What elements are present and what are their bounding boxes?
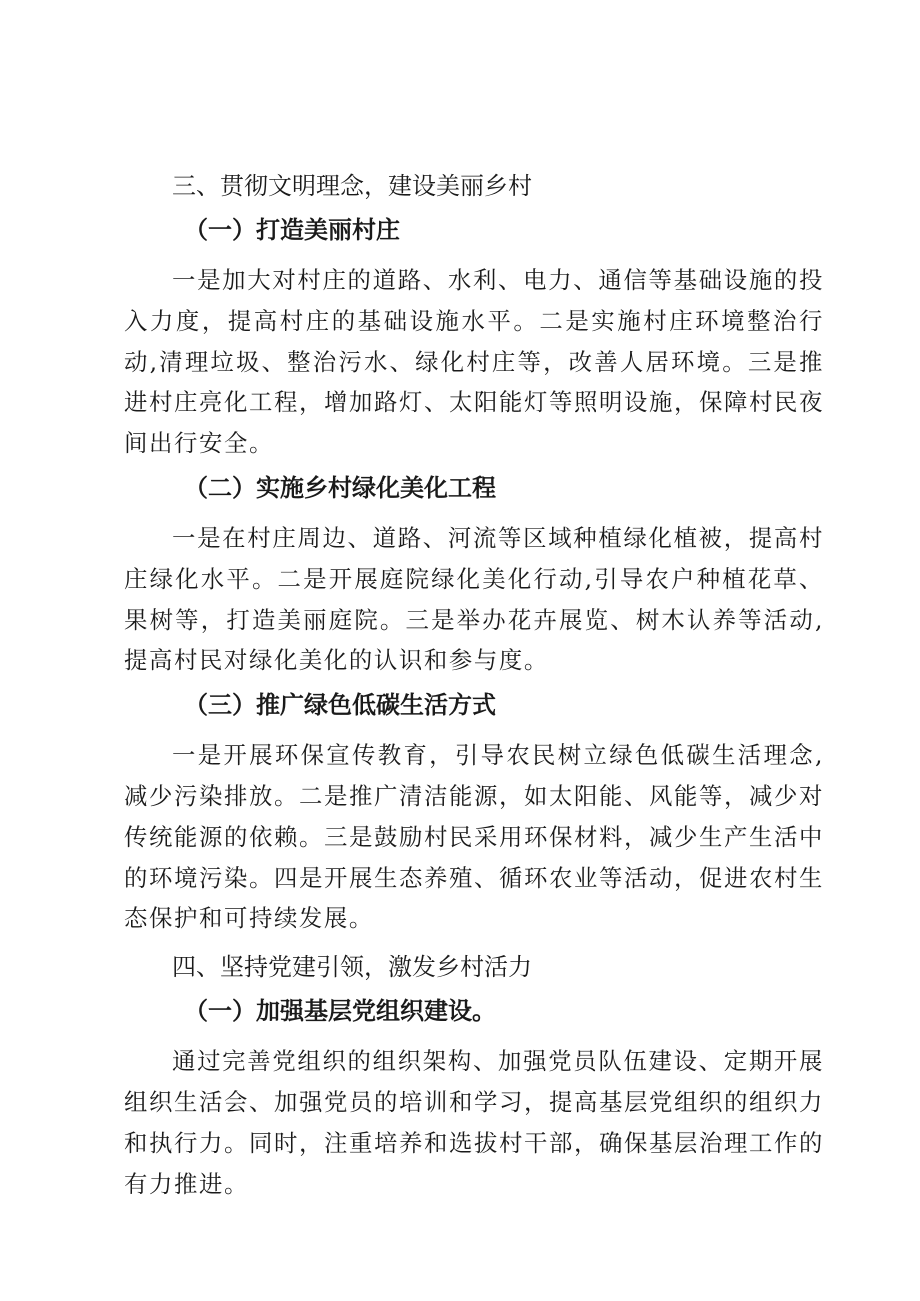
paragraph-3-1: 一是加大对村庄的道路、水利、电力、通信等基础设施的投入力度，提高村庄的基础设施水平。二是实施村庄环境整治行动,清理垃圾、整治污水、绿化村庄等，改善人居环境。三是推进村庄亮化工程，增加路灯、太阳能灯等照明设施，保障村民夜间出行安全。 [124,266,824,458]
section-heading-3: 三、贯彻文明理念，建设美丽乡村 [172,172,532,200]
subsection-heading-3-1: （一）打造美丽村庄 [184,216,400,244]
subsection-heading-3-3: （三）推广绿色低碳生活方式 [184,691,496,720]
subsection-heading-3-2: （二）实施乡村绿化美化工程 [184,473,496,502]
section-heading-4: 四、坚持党建引领，激发乡村活力 [172,953,532,982]
document-body [124,166,824,1208]
paragraph-3-2: 一是在村庄周边、道路、河流等区域种植绿化植被，提高村庄绿化水平。二是开展庭院绿化美化行动,引导农户种植花草、果树等，打造美丽庭院。三是举办花卉展览、树木认养等活动,提高村民对绿化美化的认识和参与度。 [124,523,824,675]
paragraph-3-3: 一是开展环保宣传教育，引导农民树立绿色低碳生活理念,减少污染排放。二是推广清洁能源，如太阳能、风能等，减少对传统能源的依赖。三是鼓励村民采用环保材料，减少生产生活中的环境污染。四是开展生态养殖、循环农业等活动，促进农村生态保护和可持续发展。 [124,741,824,933]
paragraph-4-1: 通过完善党组织的组织架构、加强党员队伍建设、定期开展组织生活会、加强党员的培训和学习，提高基层党组织的组织力和执行力。同时，注重培养和选拔村干部，确保基层治理工作的有力推进。 [124,1047,824,1198]
subsection-heading-4-1: （一）加强基层党组织建设。 [184,997,496,1026]
